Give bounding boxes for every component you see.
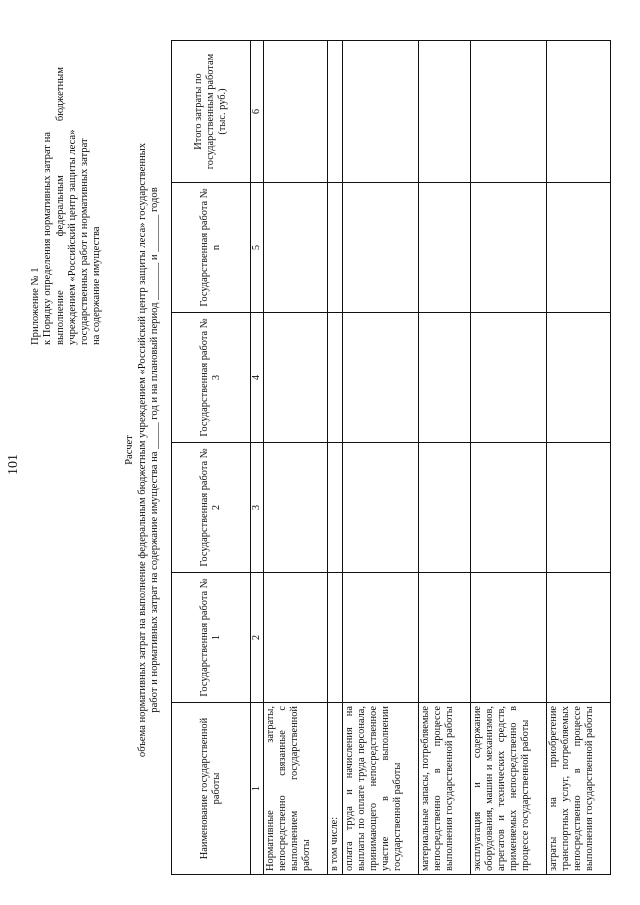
header-cell: Государственная работа № 1 [172,573,251,703]
table-row [547,41,611,875]
title-line: объема нормативных затрат на выполнение федеральным бюджетным учреждением «Российский центр защиты леса» государственных [136,142,148,758]
document-title [124,35,162,865]
value-cell[interactable] [419,41,471,183]
header-cell: Итого затраты по государственным работам (тыс. руб.) [172,41,251,183]
value-cell[interactable] [343,443,419,573]
value-cell[interactable] [547,443,611,573]
appendix-line: учреждением «Российский центр защиты леса» [66,129,78,345]
table-row [264,41,328,875]
row-name: эксплуатация и содержание оборудования, машин и механизмов, агрегатов и технических средств, применяемых непосредственно в процессе государственной работы [471,703,547,875]
appendix-line: Приложение № 1 [30,267,41,345]
row-name: в том числе: [328,703,343,875]
appendix-block [30,67,104,345]
value-cell[interactable] [328,443,343,573]
column-number: 3 [251,443,264,573]
value-cell[interactable] [471,41,547,183]
value-cell[interactable] [264,573,328,703]
value-cell[interactable] [343,573,419,703]
value-cell[interactable] [264,313,328,443]
value-cell[interactable] [328,183,343,313]
value-cell[interactable] [343,313,419,443]
header-cell: Государственная работа № n [172,183,251,313]
value-cell[interactable] [343,41,419,183]
value-cell[interactable] [471,443,547,573]
column-number: 6 [251,41,264,183]
appendix-line: на содержание имущества [91,226,103,345]
value-cell[interactable] [547,183,611,313]
appendix-line: выполнение федеральным бюджетным [54,67,66,345]
page-number: 101 [6,454,21,475]
title-heading: Расчет [124,435,135,465]
row-name: оплата труда и начисления на выплаты по оплате труда персонала, принимающего непосредственное участие в выполнении государственной работы [343,703,419,875]
header-cell: Наименование государственной работы [172,703,251,875]
table-row [419,41,471,875]
value-cell[interactable] [419,573,471,703]
column-number-row [251,41,264,875]
value-cell[interactable] [471,313,547,443]
column-number: 2 [251,573,264,703]
value-cell[interactable] [343,183,419,313]
value-cell[interactable] [419,313,471,443]
value-cell[interactable] [471,183,547,313]
value-cell[interactable] [547,41,611,183]
column-number: 4 [251,313,264,443]
value-cell[interactable] [547,313,611,443]
value-cell[interactable] [419,443,471,573]
value-cell[interactable] [328,313,343,443]
value-cell[interactable] [547,573,611,703]
value-cell[interactable] [264,41,328,183]
table-row [343,41,419,875]
value-cell[interactable] [328,573,343,703]
column-number: 1 [251,703,264,875]
value-cell[interactable] [471,573,547,703]
header-cell: Государственная работа № 2 [172,443,251,573]
value-cell[interactable] [419,183,471,313]
table-header-row [172,41,251,875]
row-name: материальные запасы, потребляемые непосредственно в процессе выполнения государственной работы [419,703,471,875]
calculation-table [171,40,611,875]
header-cell: Государственная работа № 3 [172,313,251,443]
row-name: Нормативные затраты, непосредственно связанные с выполнением государственной работы [264,703,328,875]
title-line: работ и нормативных затрат на содержание имущества на _____ год и на плановый период _______ и _______ годов [149,187,160,713]
table-row [471,41,547,875]
value-cell[interactable] [328,41,343,183]
value-cell[interactable] [264,183,328,313]
value-cell[interactable] [264,443,328,573]
appendix-line: государственных работ и нормативных затрат [79,138,91,345]
row-name: затраты на приобретение транспортных услуг, потребляемых непосредственно в процессе выполнения государственной работы [547,703,611,875]
column-number: 5 [251,183,264,313]
table-row [328,41,343,875]
appendix-line: к Порядку определения нормативных затрат на [42,132,54,345]
